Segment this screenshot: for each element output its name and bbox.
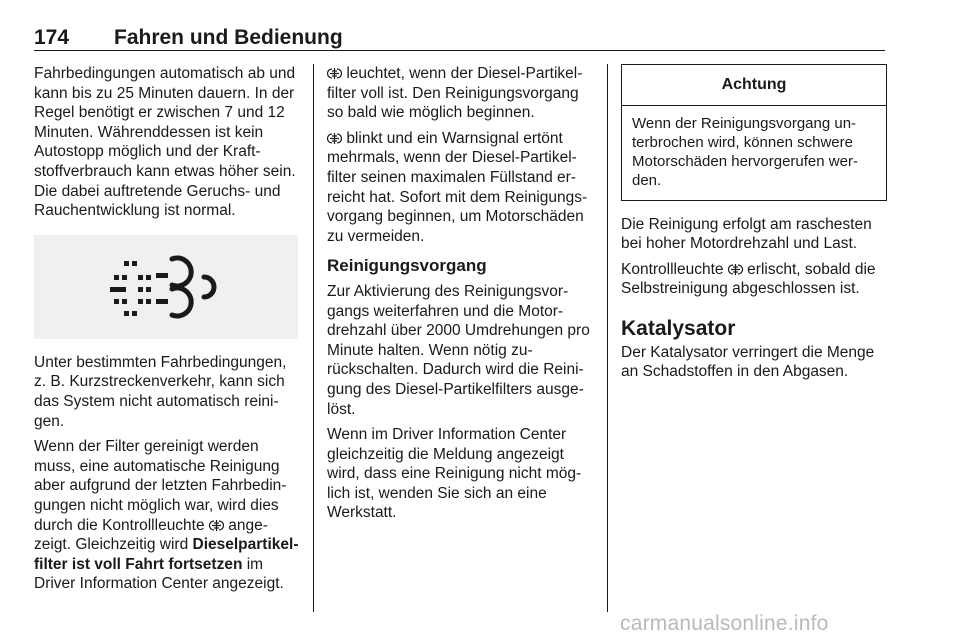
col3-paragraph-2-text-a: Kontrollleuchte <box>621 260 724 278</box>
column-2 <box>327 64 593 529</box>
col1-paragraph-3-text-a: Wenn der Filter gereinigt werden muss, eine automatische Reinigung aber aufgrund der letzten Fahrbedin-gungen nicht möglich war, wird dies durch die Kontrollleuchte <box>34 438 287 534</box>
dpf-figure <box>34 235 298 339</box>
page-header <box>34 26 885 51</box>
col1-paragraph-3-text-b: ange-zeigt. Gleichzeitig wird <box>34 516 268 554</box>
warning-box <box>621 64 887 201</box>
col2-paragraph-2 <box>327 129 593 247</box>
warning-title: Achtung <box>622 65 886 106</box>
chapter-title: Fahren und Bedienung <box>114 26 343 49</box>
section-heading-reinigungsvorgang: Reinigungsvorgang <box>327 256 487 276</box>
col1-paragraph-2: Unter bestimmten Fahrbedingungen, z. B. Kurzstreckenverkehr, kann sich das System nicht automatisch reini-gen. <box>34 353 287 430</box>
dpf-indicator-icon <box>728 263 743 276</box>
column-divider-1 <box>313 64 314 612</box>
col1-paragraph-3 <box>34 437 300 594</box>
col2-paragraph-3: Zur Aktivierung des Reinigungsvor-gangs weiterfahren und die Motor-drehzahl über 2000 Umdrehungen pro Minute halten. Wenn nötig zu-rückschalten. Dadurch wird die Reini-gung des Diesel-Partikelfilters ausge-löst. <box>327 282 590 418</box>
dpf-message-bold: Dieselpartikel-filter ist voll Fahrt fortsetzen <box>34 536 299 573</box>
dpf-indicator-icon <box>209 519 224 532</box>
warning-text: Wenn der Reinigungsvorgang un-terbrochen wird, können schwere Motorschäden hervorgerufen wer-den. <box>632 114 858 189</box>
col3-paragraph-2-text-b: erlischt, sobald die Selbstreinigung abgeschlossen ist. <box>621 260 876 298</box>
col3-paragraph-1: Die Reinigung erfolgt am raschesten bei hoher Motordrehzahl und Last. <box>621 215 872 253</box>
dpf-symbol-icon <box>34 235 298 339</box>
col1-paragraph-3-text-c: im Driver Information Center angezeigt. <box>34 555 284 593</box>
col2-paragraph-1-text: leuchtet, wenn der Diesel-Partikel-filter voll ist. Den Reinigungsvorgang so bald wie möglich beginnen. <box>327 65 583 122</box>
col3-paragraph-3: Der Katalysator verringert die Menge an Schadstoffen in den Abgasen. <box>621 343 875 381</box>
column-divider-2 <box>607 64 608 612</box>
col2-paragraph-4: Wenn im Driver Information Center gleichzeitig die Meldung angezeigt wird, dass eine Reinigung nicht mög-lich ist, wenden Sie sich an eine Werkstatt. <box>327 426 582 522</box>
dpf-indicator-icon <box>327 67 342 80</box>
column-3 <box>621 64 887 388</box>
section-heading-katalysator: Katalysator <box>621 316 736 340</box>
col1-paragraph-1: Fahrbedingungen automatisch ab und kann bis zu 25 Minuten dauern. In der Regel benötigt er zwischen 7 und 12 Minuten. Währenddessen ist kein Autostopp möglich und der Kraft-stoffverbrauch kann etwas höher sein. Die dabei auftretende Geruchs- und Rauchentwicklung ist normal. <box>34 65 296 220</box>
watermark: carmanualsonline.info <box>620 612 829 635</box>
column-1 <box>34 64 300 600</box>
col2-paragraph-1 <box>327 64 593 123</box>
col2-paragraph-2-text: blinkt und ein Warnsignal ertönt mehrmals, wenn der Diesel-Partikel-filter seinen maximalen Füllstand er-reicht hat. Sofort mit dem Reinigungs-vorgang beginnen, um Motorschäden zu vermeiden. <box>327 129 588 245</box>
dpf-indicator-icon <box>327 132 342 145</box>
page-number: 174 <box>34 26 70 49</box>
col3-paragraph-2 <box>621 260 887 299</box>
